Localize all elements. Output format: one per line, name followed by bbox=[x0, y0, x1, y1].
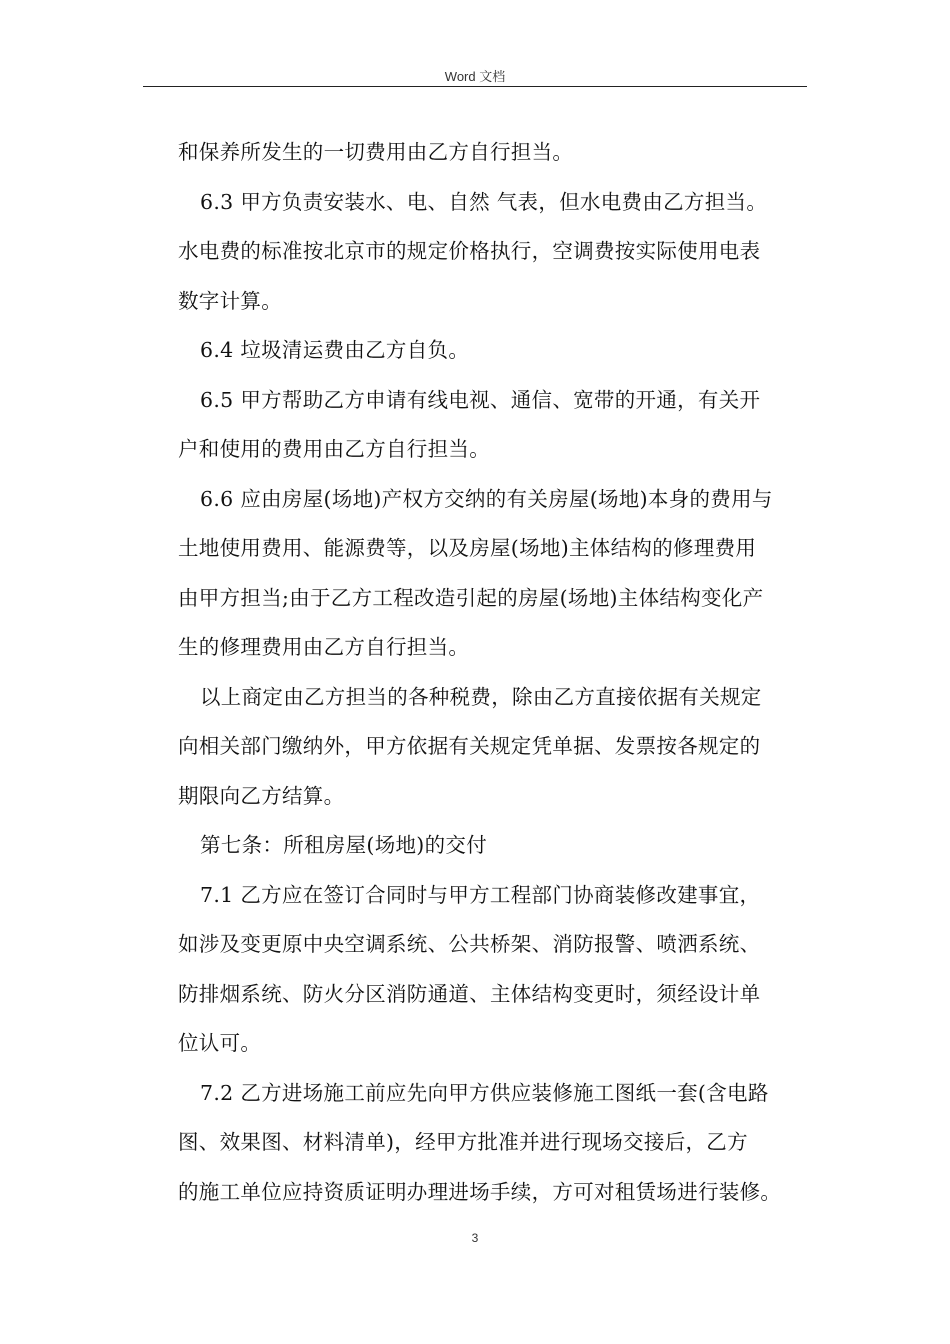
text-line: 土地使用费用、能源费等，以及房屋(场地)主体结构的修理费用 bbox=[178, 536, 757, 560]
text-line: 和保养所发生的一切费用由乙方自行担当。 bbox=[178, 140, 574, 164]
header-divider bbox=[143, 86, 807, 87]
text-line: 向相关部门缴纳外，甲方依据有关规定凭单据、发票按各规定的 bbox=[178, 734, 761, 758]
text-line: 6.4 垃圾清运费由乙方自负。 bbox=[200, 338, 470, 362]
text-line: 如涉及变更原中央空调系统、公共桥架、消防报警、喷洒系统、 bbox=[178, 932, 761, 956]
text-line: 位认可。 bbox=[178, 1031, 262, 1055]
text-line: 6.5 甲方帮助乙方申请有线电视、通信、宽带的开通，有关开 bbox=[200, 387, 761, 412]
text-line: 数字计算。 bbox=[178, 288, 282, 313]
text-line: 期限向乙方结算。 bbox=[178, 783, 345, 808]
page-header: Word 文档 bbox=[444, 69, 506, 84]
text-line: 7.2 乙方进场施工前应先向甲方供应装修施工图纸一套(含电路 bbox=[200, 1080, 769, 1105]
text-line: 7.1 乙方应在签订合同时与甲方工程部门协商装修改建事宜， bbox=[200, 882, 761, 907]
text-line: 生的修理费用由乙方自行担当。 bbox=[178, 635, 470, 659]
text-line: 由甲方担当;由于乙方工程改造引起的房屋(场地)主体结构变化产 bbox=[178, 585, 764, 610]
page-number: 3 bbox=[471, 1231, 479, 1245]
text-line: 户和使用的费用由乙方自行担当。 bbox=[178, 437, 490, 461]
text-line: 图、效果图、材料清单)，经甲方批准并进行现场交接后，乙方 bbox=[178, 1130, 748, 1154]
text-line: 以上商定由乙方担当的各种税费，除由乙方直接依据有关规定 bbox=[200, 684, 762, 709]
text-line: 6.6 应由房屋(场地)产权方交纳的有关房屋(场地)本身的费用与 bbox=[200, 486, 773, 511]
text-line: 的施工单位应持资质证明办理进场手续，方可对租赁场进行装修。 bbox=[178, 1179, 782, 1204]
document-body bbox=[178, 128, 818, 1217]
section-heading: 第七条：所租房屋(场地)的交付 bbox=[200, 833, 487, 857]
text-line: 6.3 甲方负责安装水、电、自然 气表，但水电费由乙方担当。 bbox=[200, 189, 768, 214]
text-line: 水电费的标准按北京市的规定价格执行，空调费按实际使用电表 bbox=[178, 239, 761, 263]
text-line: 防排烟系统、防火分区消防通道、主体结构变更时，须经设计单 bbox=[178, 981, 761, 1006]
